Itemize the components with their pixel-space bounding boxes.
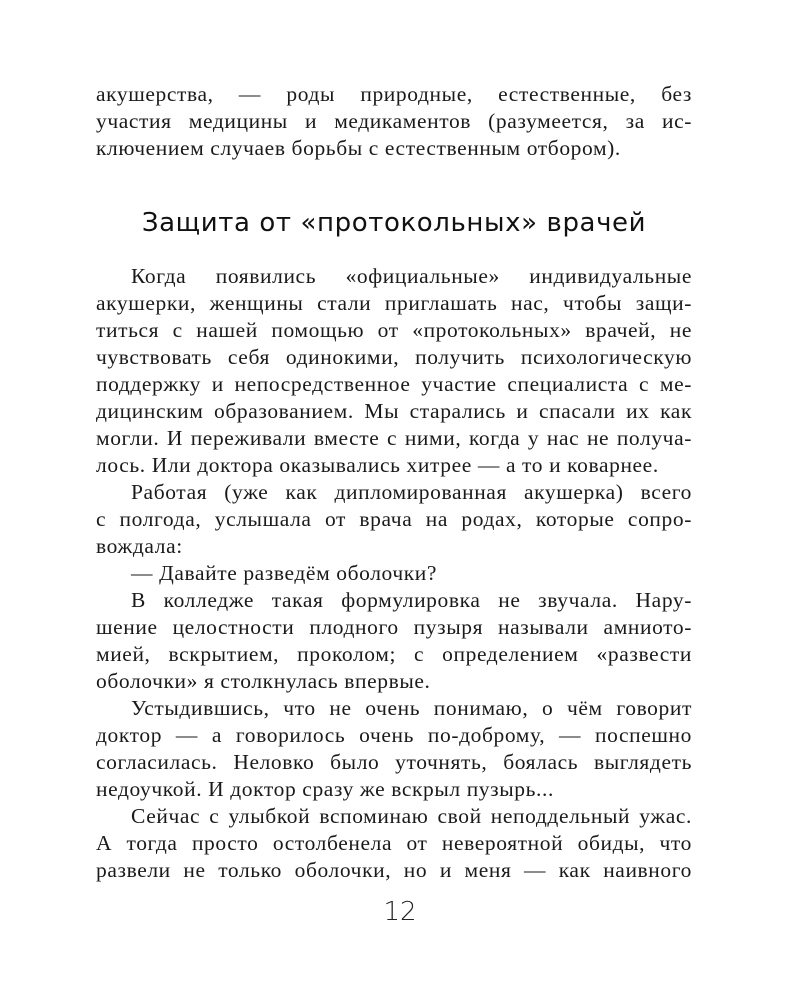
text-line: недоучкой. И доктор сразу же вскрыл пузырь... [96,777,554,801]
text-line: чувствовать себя одинокими, получить психологическую [96,345,692,369]
text-line: В колледже такая формулировка не звучала. Нару- [131,588,692,612]
text-line: титься с нашей помощью от «протокольных» врачей, не [96,318,692,342]
text-line: Когда появились «официальные» индивидуальные [131,264,692,288]
text-line: акушерства, — роды природные, естественные, без [96,82,692,106]
text-line: А тогда просто остолбенела от невероятной обиды, что [96,831,692,855]
text-line: акушерки, женщины стали приглашать нас, чтобы защи- [96,291,692,315]
text-line: вождала: [96,534,183,558]
page-number: 12 [383,897,417,927]
text-line: Работая (уже как дипломированная акушерка) всего [131,480,692,504]
text-line: лось. Или доктора оказывались хитрее — а то и коварнее. [96,453,659,477]
text-line: развели не только оболочки, но и меня — как наивного [96,858,692,882]
section-heading: Защита от «протокольных» врачей [141,208,647,238]
text-line: с полгода, услышала от врача на родах, которые сопро- [96,507,692,531]
dialogue-line: — Давайте разведём оболочки? [131,561,438,585]
text-line: доктор — а говорилось очень по-доброму, — поспешно [96,723,692,747]
text-line: дицинским образованием. Мы старались и спасали их как [96,399,692,423]
text-line: могли. И переживали вместе с ними, когда у нас не получа- [96,426,692,450]
text-line: мией, вскрытием, проколом; с определением «развести [96,642,692,666]
text-line: Устыдившись, что не очень понимаю, о чём говорит [131,696,692,720]
text-line: оболочки» я столкнулась впервые. [96,669,431,693]
text-line: участия медицины и медикаментов (разумеется, за ис- [96,109,692,133]
text-line: Сейчас с улыбкой вспоминаю свой неподдельный ужас. [131,804,692,828]
text-line: согласилась. Неловко было уточнять, боялась выглядеть [96,750,692,774]
text-line: шение целостности плодного пузыря называли амниото- [96,615,692,639]
text-line: ключением случаев борьбы с естественным отбором). [96,136,621,160]
text-line: поддержку и непосредственное участие специалиста с ме- [96,372,692,396]
